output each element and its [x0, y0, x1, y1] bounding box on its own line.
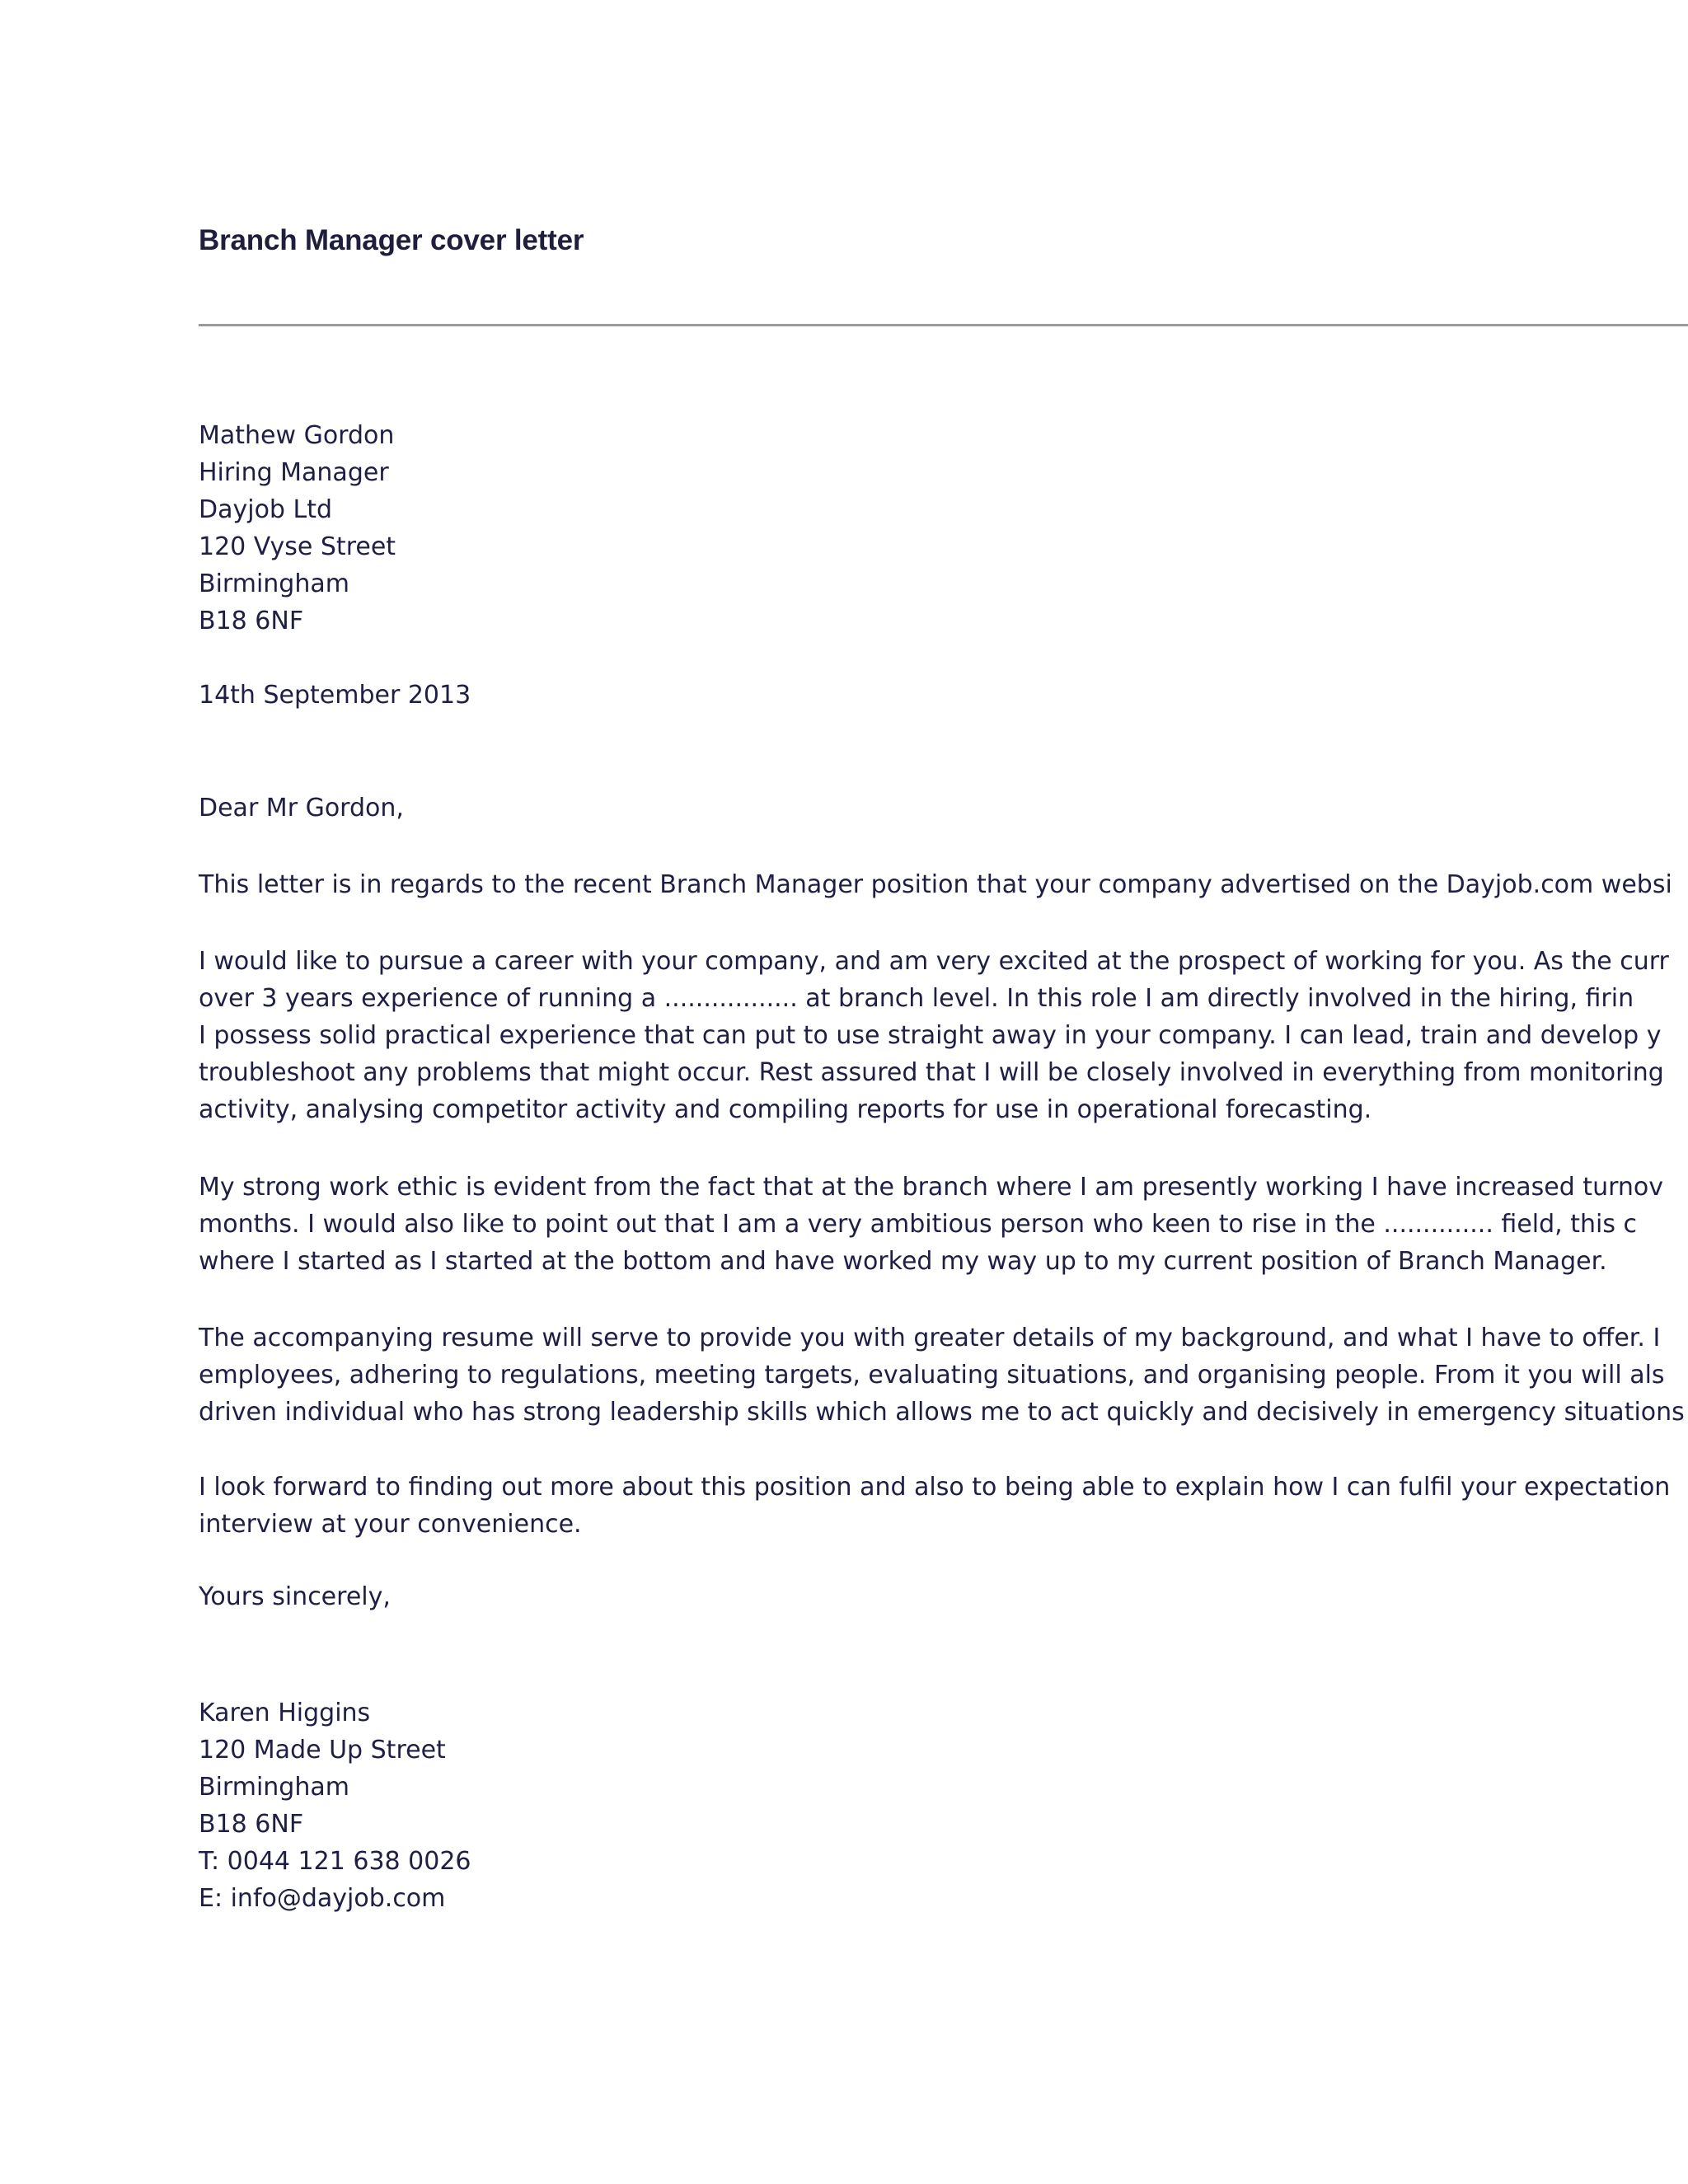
paragraph-1: [199, 866, 1672, 903]
closing-text: Yours sincerely,: [199, 1582, 391, 1611]
paragraph-line: I would like to pursue a career with your company, and am very excited at the prospect of working for you. As the curr: [199, 947, 1669, 976]
paragraph-line: over 3 years experience of running a ................. at branch level. In this role I am directly involved in the hiring, firin: [199, 984, 1634, 1013]
closing: [199, 1578, 391, 1615]
paragraph-line: troubleshoot any problems that might occur. Rest assured that I will be closely involved in everything from monitoring: [199, 1058, 1664, 1087]
paragraph-line: where I started as I started at the bottom and have worked my way up to my current position of Branch Manager.: [199, 1247, 1607, 1276]
paragraph-line: months. I would also like to point out that I am a very ambitious person who keen to rise in the .............. field, this c: [199, 1210, 1637, 1239]
paragraph-line: This letter is in regards to the recent Branch Manager position that your company advertised on the Dayjob.com websi: [199, 870, 1672, 899]
sender-name: Karen Higgins: [199, 1699, 371, 1727]
paragraph-line: I possess solid practical experience that can put to use straight away in your company. I can lead, train and develop y: [199, 1021, 1662, 1050]
recipient-street: 120 Vyse Street: [199, 532, 396, 561]
paragraph-line: The accompanying resume will serve to provide you with greater details of my background, and what I have to offer. I: [199, 1324, 1661, 1352]
salutation: [199, 790, 404, 827]
sender-city: Birmingham: [199, 1773, 349, 1802]
sender-phone: T: 0044 121 638 0026: [199, 1847, 471, 1876]
paragraph-4: [199, 1319, 1685, 1431]
recipient-job-title: Hiring Manager: [199, 458, 389, 487]
sender-address: [199, 1694, 471, 1917]
paragraph-line: activity, analysing competitor activity and compiling reports for use in operational forecasting.: [199, 1095, 1372, 1124]
paragraph-line: interview at your convenience.: [199, 1510, 582, 1539]
paragraph-5: [199, 1469, 1670, 1543]
letter-date: [199, 677, 471, 714]
recipient-address: [199, 417, 396, 640]
sender-postcode: B18 6NF: [199, 1810, 304, 1839]
recipient-name: Mathew Gordon: [199, 421, 395, 450]
sender-street: 120 Made Up Street: [199, 1736, 446, 1765]
paragraph-line: employees, adhering to regulations, meeting targets, evaluating situations, and organising people. From it you will als: [199, 1361, 1665, 1390]
document-title: Branch Manager cover letter: [199, 224, 584, 256]
recipient-postcode: B18 6NF: [199, 607, 304, 635]
recipient-company: Dayjob Ltd: [199, 495, 333, 524]
date-text: 14th September 2013: [199, 681, 471, 710]
paragraph-line: I look forward to finding out more about this position and also to being able to explain how I can fulfil your expectation: [199, 1473, 1671, 1502]
paragraph-line: My strong work ethic is evident from the fact that at the branch where I am presently working I have increased turnov: [199, 1173, 1664, 1202]
salutation-text: Dear Mr Gordon,: [199, 794, 404, 823]
recipient-city: Birmingham: [199, 569, 349, 598]
sender-email: E: info@dayjob.com: [199, 1884, 446, 1913]
title-divider: [199, 324, 1688, 326]
paragraph-2: [199, 943, 1669, 1128]
paragraph-line: driven individual who has strong leadership skills which allows me to act quickly and decisively in emergency situations: [199, 1398, 1685, 1427]
paragraph-3: [199, 1169, 1663, 1280]
